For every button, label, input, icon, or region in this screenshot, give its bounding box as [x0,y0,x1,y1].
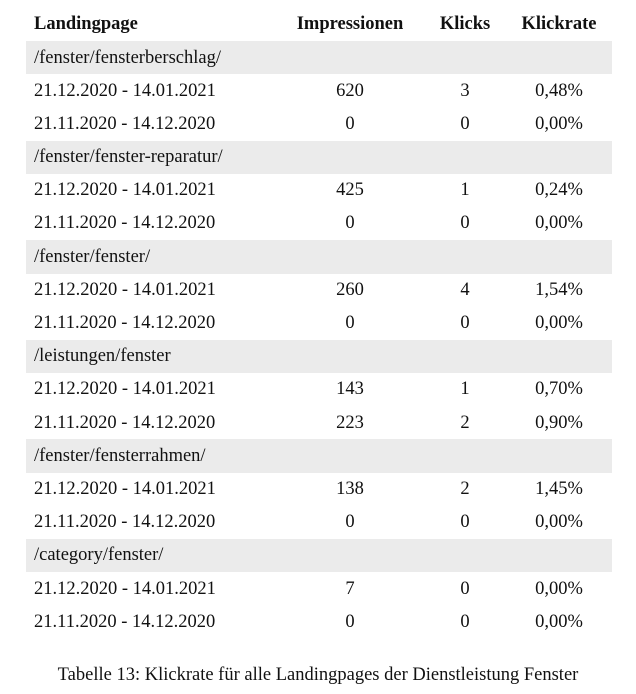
klickrate-cell: 0,48% [535,80,583,101]
period-cell: 21.12.2020 - 14.01.2021 [34,80,216,101]
impressionen-cell: 0 [345,313,355,334]
impressionen-cell: 143 [336,379,364,400]
impressionen-cell: 620 [336,80,364,101]
period-cell: 21.12.2020 - 14.01.2021 [34,379,216,400]
table-row [26,274,612,307]
klicks-cell: 0 [460,578,470,599]
group-row [26,439,612,472]
table-row [26,108,612,141]
group-row [26,240,612,273]
period-cell: 21.11.2020 - 14.12.2020 [34,611,216,632]
klickrate-cell: 0,70% [535,379,583,400]
klickrate-cell: 0,00% [535,611,583,632]
klicks-cell: 3 [460,80,470,101]
table-header-row [26,8,612,41]
period-cell: 21.11.2020 - 14.12.2020 [34,213,216,234]
klicks-cell: 0 [460,313,470,334]
period-cell: 21.11.2020 - 14.12.2020 [34,113,216,134]
period-cell: 21.12.2020 - 14.01.2021 [34,478,216,499]
landingpage-name: /fenster/fensterberschlag/ [26,41,612,74]
klickrate-cell: 0,00% [535,113,583,134]
table-row [26,572,612,605]
period-cell: 21.11.2020 - 14.12.2020 [34,512,216,533]
klickrate-cell: 0,00% [535,213,583,234]
landingpage-name: /fenster/fensterrahmen/ [26,439,612,472]
period-cell: 21.11.2020 - 14.12.2020 [34,412,216,433]
table-row [26,605,612,638]
impressionen-cell: 138 [336,478,364,499]
klicks-cell: 0 [460,213,470,234]
klicks-cell: 0 [460,512,470,533]
table-row [26,74,612,107]
klicks-cell: 4 [460,279,470,300]
impressionen-cell: 0 [345,512,355,533]
period-cell: 21.12.2020 - 14.01.2021 [34,279,216,300]
table-row [26,406,612,439]
table-row [26,473,612,506]
impressionen-cell: 425 [336,180,364,201]
klicks-cell: 2 [460,478,470,499]
group-row [26,41,612,74]
period-cell: 21.11.2020 - 14.12.2020 [34,313,216,334]
klicks-cell: 1 [460,180,470,201]
period-cell: 21.12.2020 - 14.01.2021 [34,578,216,599]
klickrate-cell: 1,54% [535,279,583,300]
landingpage-name: /fenster/fenster-reparatur/ [26,141,612,174]
table-row [26,506,612,539]
table-row [26,373,612,406]
klickrate-cell: 0,90% [535,412,583,433]
klicks-cell: 1 [460,379,470,400]
table-row [26,207,612,240]
impressionen-cell: 0 [345,213,355,234]
klicks-cell: 0 [460,611,470,632]
klickrate-cell: 0,00% [535,578,583,599]
impressionen-cell: 0 [345,113,355,134]
landingpage-name: /leistungen/fenster [26,340,612,373]
impressionen-cell: 260 [336,279,364,300]
impressionen-cell: 7 [345,578,355,599]
group-row [26,141,612,174]
landingpage-name: /category/fenster/ [26,539,612,572]
table-row [26,307,612,340]
klickrate-cell: 0,00% [535,512,583,533]
group-row [26,340,612,373]
klicks-cell: 0 [460,113,470,134]
period-cell: 21.12.2020 - 14.01.2021 [34,180,216,201]
impressionen-cell: 0 [345,611,355,632]
klickrate-cell: 0,24% [535,180,583,201]
klickrate-table-container [26,8,612,639]
table-row [26,174,612,207]
header-impressionen: Impressionen [296,14,404,35]
header-klicks: Klicks [439,14,491,35]
header-landingpage: Landingpage [34,14,138,35]
landingpage-name: /fenster/fenster/ [26,240,612,273]
klickrate-cell: 0,00% [535,313,583,334]
impressionen-cell: 223 [336,412,364,433]
group-row [26,539,612,572]
klickrate-table [26,8,612,639]
table-caption: Tabelle 13: Klickrate für alle Landingpages der Dienstleistung Fenster [57,665,579,685]
klickrate-cell: 1,45% [535,478,583,499]
header-klickrate: Klickrate [521,14,597,35]
klicks-cell: 2 [460,412,470,433]
